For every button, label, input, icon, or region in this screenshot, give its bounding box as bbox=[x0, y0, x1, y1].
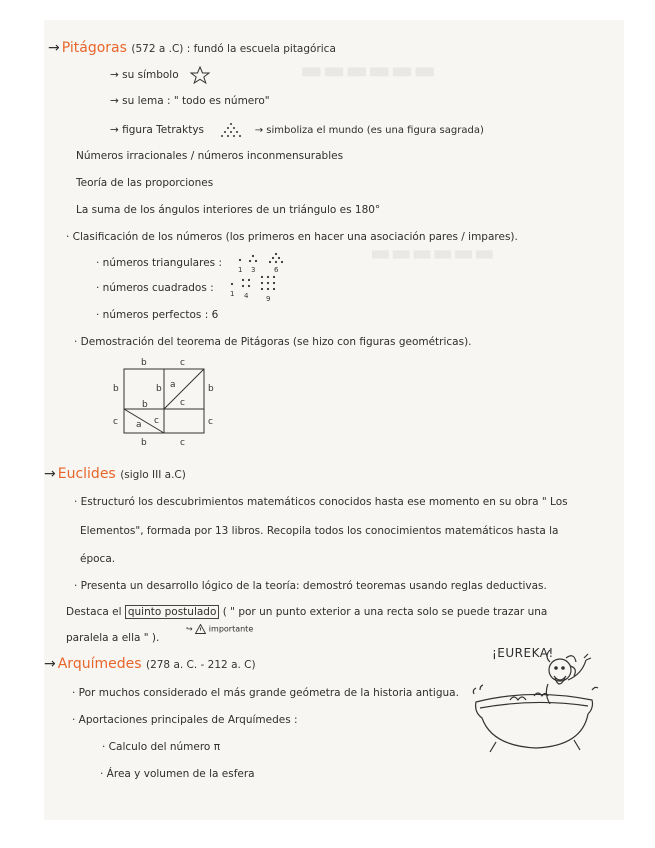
diagram-label-in-a1: a bbox=[170, 380, 176, 390]
arquimedes-title: Arquímedes bbox=[57, 656, 142, 672]
euclides-p1-line-3: época. bbox=[80, 553, 116, 565]
square-label-9: 9 bbox=[266, 295, 271, 303]
diagram-label-right-c: c bbox=[208, 417, 213, 427]
tetraktys-label: → figura Tetraktys bbox=[110, 124, 204, 136]
warning-icon bbox=[195, 624, 206, 634]
diagram-label-in-c1: c bbox=[180, 398, 185, 408]
diagram-label-in-c2: c bbox=[154, 416, 159, 426]
symbol-text: → su símbolo bbox=[110, 69, 179, 81]
pitagoras-tetraktys-line bbox=[110, 122, 484, 138]
square-label: · números cuadrados : bbox=[96, 282, 214, 294]
triangular-label-6: 6 bbox=[274, 266, 279, 274]
euclides-p2-line-3: paralela a ella " ). bbox=[66, 632, 160, 644]
perfect-numbers-line: · números perfectos : 6 bbox=[96, 309, 219, 321]
arquimedes-subtitle: (278 a. C. - 212 a. C) bbox=[145, 659, 256, 671]
pitagoras-line-4: · Clasificación de los números (los primeros en hacer una asociación pares / impares). bbox=[66, 231, 518, 243]
triangular-label-1: 1 bbox=[238, 266, 243, 274]
euclides-arrow: → bbox=[44, 466, 56, 482]
diagram-label-in-b1: b bbox=[156, 384, 162, 394]
pitagoras-motto-line: → su lema : " todo es número" bbox=[110, 95, 270, 107]
pitagoras-line-2: Teoría de las proporciones bbox=[76, 177, 214, 189]
euclides-p2-line-1: · Presenta un desarrollo lógico de la teoría: demostró teoremas usando reglas deductivas. bbox=[74, 580, 547, 592]
arquimedes-heading bbox=[44, 656, 256, 672]
diagram-label-left-b: b bbox=[113, 384, 119, 394]
euclides-p2-line-2 bbox=[66, 606, 547, 618]
euclides-subtitle: (siglo III a.C) bbox=[120, 469, 186, 481]
eureka-label: ¡EUREKA! bbox=[492, 646, 554, 660]
triangular-numbers-line bbox=[96, 257, 222, 269]
euclides-p1-line-1: · Estructuró los descubrimientos matemáticos conocidos hasta ese momento en su obra " Los bbox=[74, 496, 568, 508]
pitagoras-subtitle: (572 a .C) : fundó la escuela pitagórica bbox=[131, 43, 336, 55]
diagram-label-bot-c: c bbox=[180, 438, 185, 448]
triangular-dots-figure bbox=[236, 252, 296, 276]
tetraktys-note: → simboliza el mundo (es una figura sagrada) bbox=[254, 125, 484, 136]
pythagoras-proof-diagram bbox=[110, 357, 220, 449]
euclides-p1-line-2: Elementos", formada por 13 libros. Recopila todos los conocimientos matemáticos hasta la bbox=[80, 525, 559, 537]
square-label-4: 4 bbox=[244, 292, 249, 300]
important-note bbox=[186, 624, 253, 634]
diagram-label-in-a2: a bbox=[136, 420, 142, 430]
euclides-p2-post: ( " por un punto exterior a una recta solo se puede trazar una bbox=[222, 606, 548, 618]
arquimedes-item-2: · Área y volumen de la esfera bbox=[100, 768, 255, 780]
arquimedes-item-1: · Calculo del número π bbox=[102, 741, 221, 753]
square-label-1: 1 bbox=[230, 290, 235, 298]
important-label: importante bbox=[208, 624, 254, 634]
pitagoras-line-1: Números irracionales / números inconmensurables bbox=[76, 150, 344, 162]
diagram-label-in-b2: b bbox=[142, 400, 148, 410]
hook-arrow-icon: ↪ bbox=[186, 624, 193, 634]
euclides-title: Euclides bbox=[57, 466, 116, 482]
pitagoras-heading bbox=[48, 40, 336, 56]
pitagoras-line-3: La suma de los ángulos interiores de un triángulo es 180° bbox=[76, 204, 381, 216]
arquimedes-line-1: · Por muchos considerado el más grande geómetra de la historia antigua. bbox=[72, 687, 459, 699]
tetraktys-dots-icon bbox=[213, 122, 249, 138]
arquimedes-arrow: → bbox=[44, 656, 56, 672]
archimedes-bathtub-illustration bbox=[470, 640, 600, 770]
pitagoras-title: Pitágoras bbox=[61, 40, 127, 56]
diagram-label-left-c: c bbox=[113, 417, 118, 427]
pitagoras-symbol-line bbox=[110, 66, 210, 84]
triangular-label-3: 3 bbox=[251, 266, 256, 274]
triangular-label: · números triangulares : bbox=[96, 257, 222, 269]
pythagoras-proof-line: · Demostración del teorema de Pitágoras (se hizo con figuras geométricas). bbox=[74, 336, 472, 348]
diagram-label-bot-b: b bbox=[141, 438, 147, 448]
star-icon bbox=[190, 66, 210, 84]
euclides-heading bbox=[44, 466, 186, 482]
quinto-postulado-box: quinto postulado bbox=[125, 605, 220, 619]
square-dots-figure bbox=[228, 274, 288, 304]
diagram-label-top-c: c bbox=[180, 358, 185, 368]
square-numbers-line bbox=[96, 282, 214, 294]
euclides-p2-pre: Destaca el bbox=[66, 606, 122, 618]
diagram-label-right-b: b bbox=[208, 384, 214, 394]
diagram-label-top-b: b bbox=[141, 358, 147, 368]
pitagoras-arrow: → bbox=[48, 40, 60, 56]
arquimedes-line-2: · Aportaciones principales de Arquímedes : bbox=[72, 714, 298, 726]
